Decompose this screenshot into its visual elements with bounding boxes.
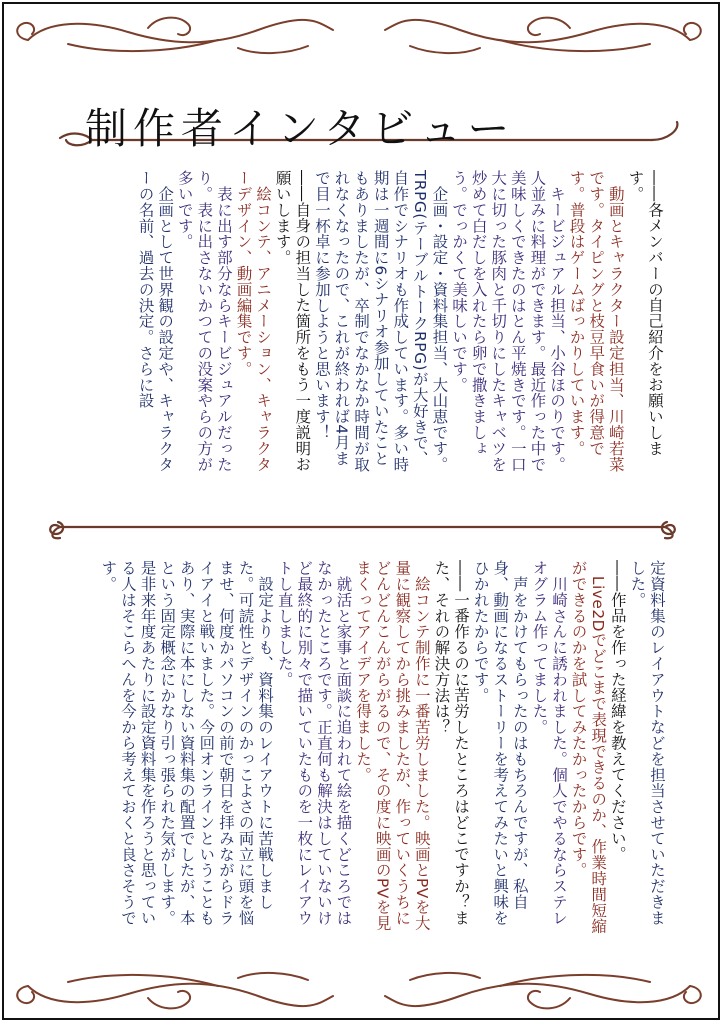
top-right-flourish xyxy=(380,10,710,60)
question-background: ――作品を作った経緯を教えてください。 xyxy=(608,560,627,863)
answer-oyama-background: 声をかけてもらったのはもちろんですが、私自身、動画になるストーリーを考えてみたいと興味をひかれたからです。 xyxy=(471,560,529,926)
answer-kawasaki-role: 絵コンテ、アニメーション、キャラクターデザイン、動画編集です。 xyxy=(234,170,273,473)
answer-oyama-role: 企画として世界観の設定や、キャラクターの名前、過去の決定。さらに設 xyxy=(136,170,175,473)
answer-kotani-role: 表に出す部分ならキービジュアルだったり。表に出さないかつての没案やらの方が多いです。 xyxy=(175,170,233,473)
answer-kotani-intro: キービジュアル担当、小谷ほのりです。人並みに料理ができます。最近作った中で美味しくできたのはとん平焼きです。一口大に切った豚肉と千切りにしたキャベツを炒めて白だしを入れたら卵で撒きましょう。でっかくて美味しいです。 xyxy=(450,170,567,473)
interview-top-section xyxy=(135,170,664,482)
page-title: 制作者インタビュー xyxy=(85,104,516,153)
answer-kawasaki-hardest: 絵コンテ制作に一番苦労しました。映画とPVを大量に観察してから挑みましたが、作っていくうちにどんどんこんがらがるので、その度に映画のPVを見まくってアイデアを得ました。 xyxy=(354,560,431,931)
answer-oyama-role-cont: 定資料集のレイアウトなどを担当させていただきました。 xyxy=(628,560,666,926)
middle-divider xyxy=(40,510,685,544)
interview-bottom-section xyxy=(98,560,666,940)
answer-kawasaki-background: Live2Dでどこまで表現できるのか、作業時間短縮ができるのかを試してみたかったからです。 xyxy=(569,560,608,935)
bottom-left-flourish xyxy=(8,966,338,1016)
answer-kotani-hardest: 就活と家事と面談に追われて絵を描くどころではなかったところです。正直何も解決はしていないけど最終的に別々で描いていたものを一枚にレイアウトし直しました。 xyxy=(275,560,353,926)
answer-kotani-background: 川崎さんに誘われました。個人でやるならステレオグラム作ってました。 xyxy=(530,560,569,926)
question-self-intro: ――各メンバーの自己紹介をお願いします。 xyxy=(626,170,664,457)
question-hardest: ――一番作るのに苦労したところはどこですか？また、それの解決方法は？ xyxy=(432,560,471,926)
bottom-right-flourish xyxy=(380,966,710,1016)
answer-oyama-intro: 企画・設定・資料集担当、大山恵です。TRPG(テーブルトークRPG)が大好きで、自作でシナリオも作成しています。多い時期は一週間に6シナリオ参加していたこともありましたが、卒制でなかなか時間が取れなくなったので、これが終われば4月まで目一杯卓に参加しようと思います！ xyxy=(312,170,449,473)
question-role: ――自身の担当した箇所をもう一度説明お願いします。 xyxy=(273,170,312,473)
answer-kawasaki-intro: 動画とキャラクター設定担当、川崎若菜です。タイピングと枝豆早食いが得意です。普段はゲームばっかりしています。 xyxy=(567,170,625,473)
answer-oyama-hardest: 設定よりも、資料集のレイアウトに苦戦しました。可読性とデザインのかっこよさの両立に頭を悩ませ、何度かパソコンの前で朝日を拝みながらドライアイと戦いました。今回オンラインということもあり、実際に本にしない資料集の配置でしたが、本という固定概念にかなり引っ張られた気がします。是非来年度あたりに設定資料集を作ろうと思っている人はそこらへんを今から考えておくと良さそうです。 xyxy=(99,560,275,926)
top-left-flourish xyxy=(8,10,338,60)
